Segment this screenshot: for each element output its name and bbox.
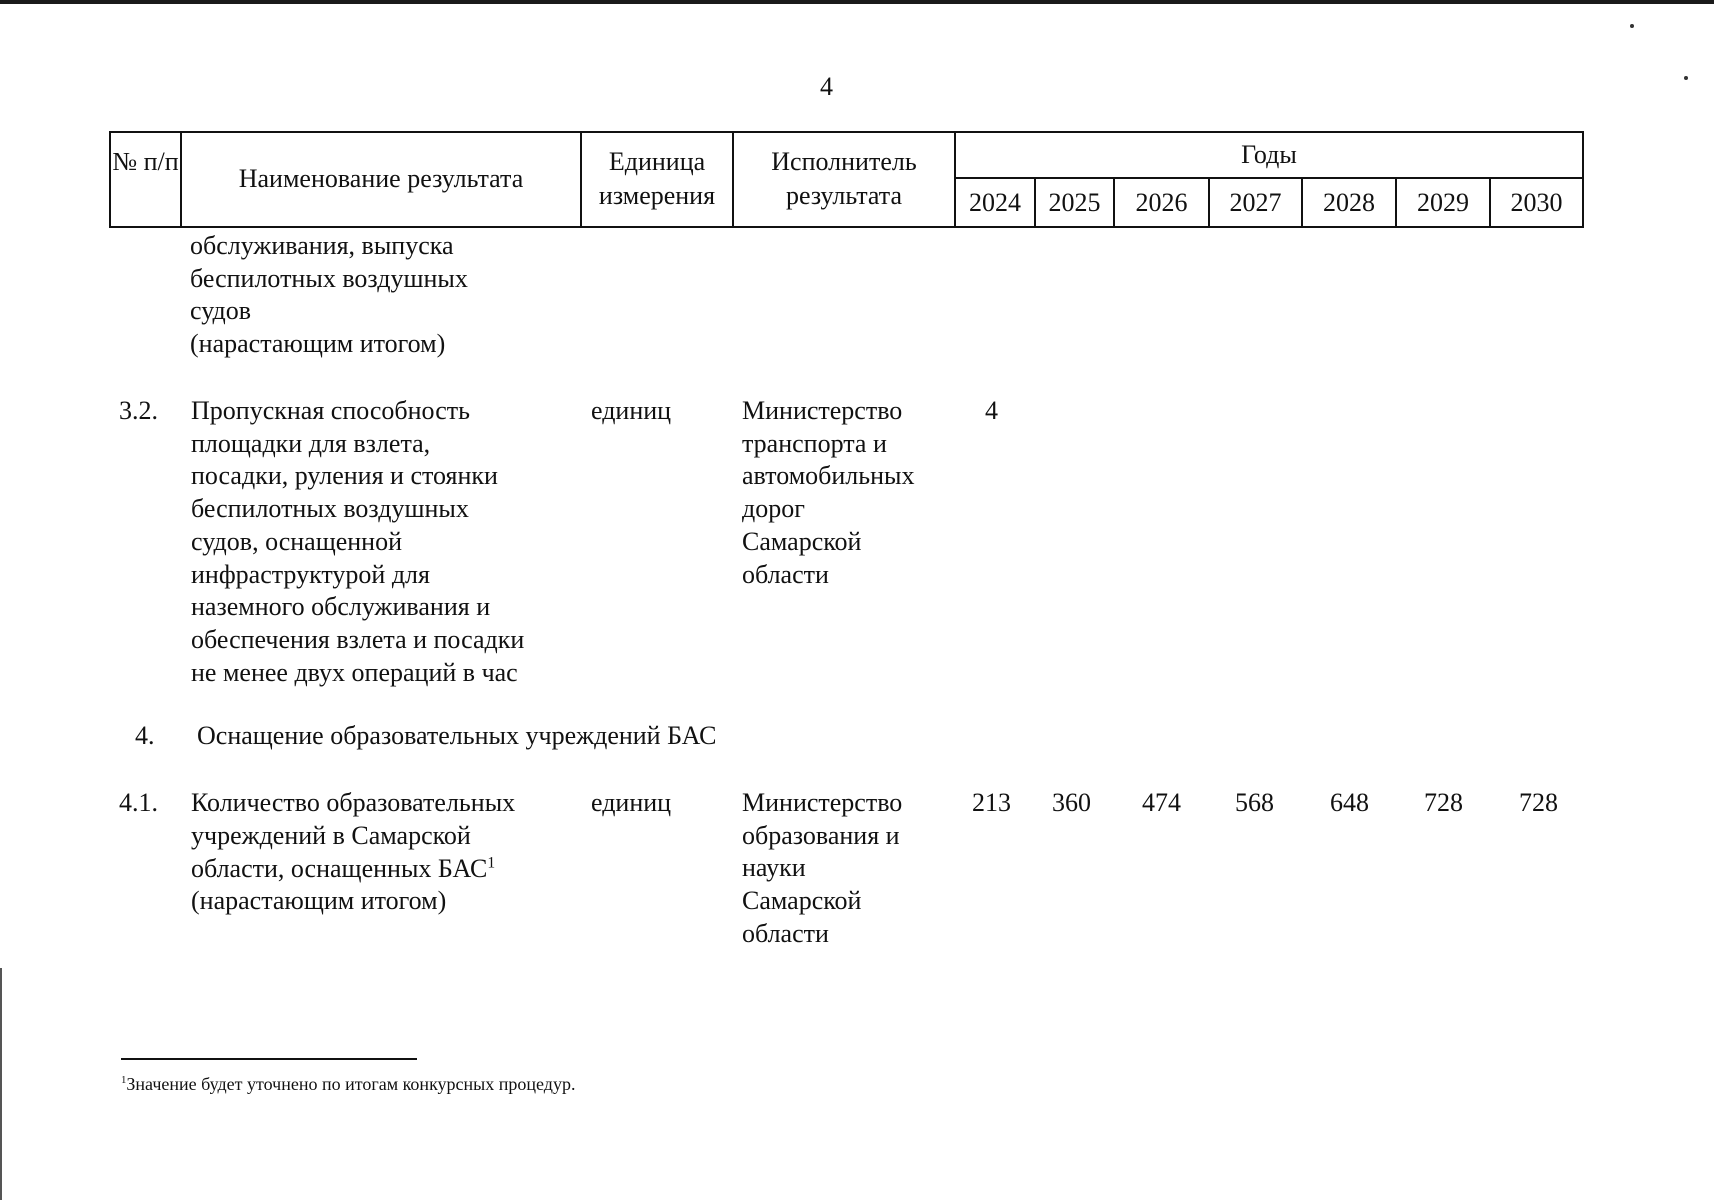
header-executor: Исполнитель результата (734, 133, 956, 226)
row-3-2-num: 3.2. (119, 396, 158, 425)
footnote-separator (121, 1058, 417, 1060)
scan-left-edge (0, 968, 2, 1200)
table-header (109, 131, 1584, 228)
page-number: 4 (820, 72, 833, 101)
footnote-text: Значение будет уточнено по итогам конкурсных процедур. (126, 1074, 576, 1094)
section-4-title: Оснащение образовательных учреждений БАС (197, 721, 717, 750)
row-4-1-value-2029: 728 (1424, 788, 1463, 817)
row-3-2-executor: Министерство транспорта и автомобильных дорог Самарской области (742, 396, 915, 589)
header-year-2025: 2025 (1036, 179, 1115, 226)
row-4-1-value-2026: 474 (1142, 788, 1181, 817)
header-year-2029: 2029 (1397, 179, 1491, 226)
header-name: Наименование результата (182, 133, 582, 226)
header-year-2030: 2030 (1510, 188, 1563, 217)
row-4-1-value-2027: 568 (1235, 788, 1274, 817)
row-4-1-name-line (191, 853, 495, 886)
section-4-num: 4. (135, 721, 155, 750)
row-4-1-name-line: (нарастающим итогом) (191, 886, 447, 915)
row-4-1-name-line: учреждений в Самарской (191, 821, 471, 850)
row-4-1-value-2024: 213 (972, 788, 1011, 817)
row-3-2-name: Пропускная способность площадки для взлета, посадки, руления и стоянки беспилотных воздушных судов, оснащенной инфраструктурой для наземного обслуживания и обеспечения взлета и посадки не менее двух операций в час (191, 396, 525, 687)
footnote-marker: 1 (121, 1074, 127, 1086)
row-4-1-value-2025: 360 (1052, 788, 1091, 817)
row-4-1-name-text: области, оснащенных БАС (191, 854, 488, 883)
header-year-2026: 2026 (1115, 179, 1210, 226)
row-4-1-unit: единиц (591, 788, 672, 817)
header-unit: Единица измерения (582, 133, 734, 226)
header-years-title: Годы (956, 133, 1582, 179)
row-4-1-value-2030: 728 (1519, 788, 1558, 817)
footnote (121, 1074, 575, 1095)
header-year-2024: 2024 (956, 179, 1036, 226)
footnote-ref: 1 (487, 854, 496, 872)
row-3-2-value-2024: 4 (985, 396, 998, 425)
scan-speck (1684, 76, 1688, 80)
row-4-1-num: 4.1. (119, 788, 158, 817)
row-4-1-name-line: Количество образовательных (191, 788, 516, 817)
header-num: № п/п (111, 133, 182, 226)
continuation-name: обслуживания, выпуска беспилотных воздушных судов (нарастающим итогом) (190, 231, 468, 359)
row-4-1-value-2028: 648 (1330, 788, 1369, 817)
scan-speck (1630, 24, 1634, 28)
row-3-2-unit: единиц (591, 396, 672, 425)
row-4-1-executor: Министерство образования и науки Самарской области (742, 788, 903, 948)
header-year-2027: 2027 (1210, 179, 1303, 226)
scan-top-edge (0, 0, 1714, 4)
header-year-2028: 2028 (1303, 179, 1397, 226)
